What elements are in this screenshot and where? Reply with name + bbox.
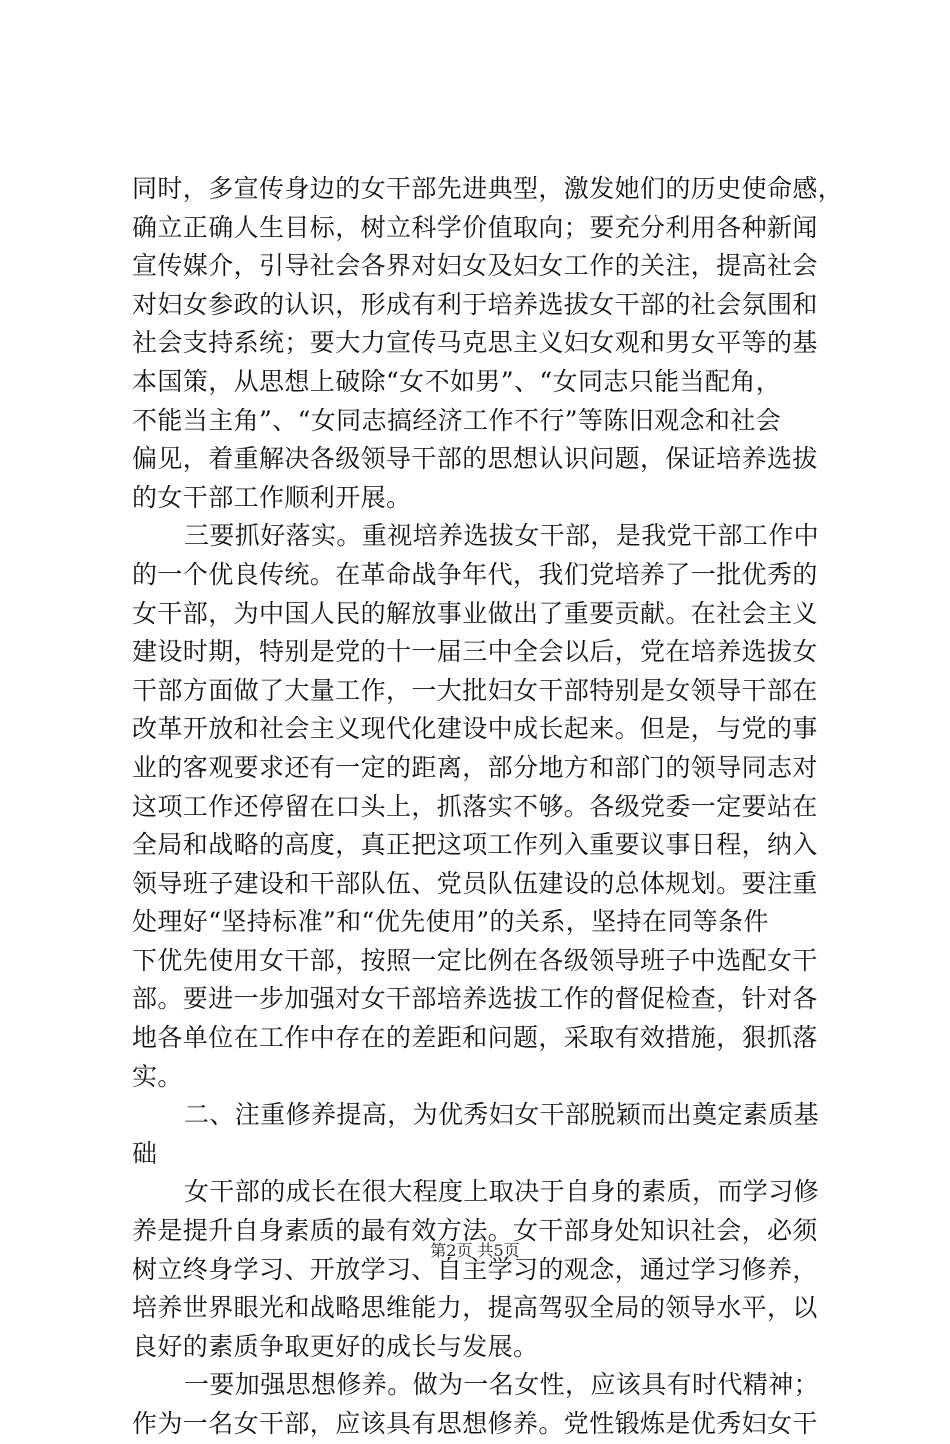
text-line: 社会支持系统；要大力宣传马克思主义妇女观和男女平等的基 bbox=[132, 328, 818, 358]
text-line: 部。要进一步加强对女干部培养选拔工作的督促检查，针对各 bbox=[132, 984, 818, 1014]
text-line: 对妇女参政的认识，形成有利于培养选拔女干部的社会氛围和 bbox=[132, 289, 818, 319]
text-line: 确立正确人生目标，树立科学价值取向；要充分利用各种新闻 bbox=[132, 212, 818, 242]
page-footer: 第2页 共5页 bbox=[430, 1241, 520, 1260]
text-line: 这项工作还停留在口头上，抓落实不够。各级党委一定要站在 bbox=[132, 791, 818, 821]
text-line: 全局和战略的高度，真正把这项工作列入重要议事日程，纳入 bbox=[132, 830, 818, 860]
text-line: 偏见，着重解决各级领导干部的思想认识问题，保证培养选拔 bbox=[132, 444, 818, 474]
text-line: 的一个优良传统。在革命战争年代，我们党培养了一批优秀的 bbox=[132, 559, 818, 589]
text-line: 女干部的成长在很大程度上取决于自身的素质，而学习修 bbox=[184, 1177, 820, 1207]
text-line: 处理好“坚持标准”和“优先使用”的关系，坚持在同等条件 bbox=[132, 907, 769, 937]
text-line: 地各单位在工作中存在的差距和问题，采取有效措施，狠抓落 bbox=[132, 1023, 818, 1053]
text-line: 同时，多宣传身边的女干部先进典型，激发她们的历史使命感， bbox=[132, 174, 844, 203]
text-line: 改革开放和社会主义现代化建设中成长起来。但是，与党的事 bbox=[132, 714, 818, 744]
text-line: 领导班子建设和干部队伍、党员队伍建设的总体规划。要注重 bbox=[132, 868, 818, 898]
text-line: 业的客观要求还有一定的距离，部分地方和部门的领导同志对 bbox=[132, 752, 818, 782]
text-line: 三要抓好落实。重视培养选拔女干部，是我党干部工作中 bbox=[184, 521, 820, 551]
text-line: 二、注重修养提高，为优秀妇女干部脱颖而出奠定素质基 bbox=[184, 1100, 820, 1130]
text-line: 养是提升自身素质的最有效方法。女干部身处知识社会，必须 bbox=[132, 1216, 818, 1246]
text-line: 宣传媒介，引导社会各界对妇女及妇女工作的关注，提高社会 bbox=[132, 251, 818, 281]
text-line: 本国策，从思想上破除“女不如男”、“女同志只能当配角， bbox=[132, 366, 782, 396]
text-line: 一要加强思想修养。做为一名女性，应该具有时代精神； bbox=[184, 1370, 820, 1400]
text-line: 建设时期，特别是党的十一届三中全会以后，党在培养选拔女 bbox=[132, 637, 818, 667]
text-line: 良好的素质争取更好的成长与发展。 bbox=[132, 1331, 539, 1361]
text-line: 础 bbox=[132, 1138, 158, 1168]
text-line: 作为一名女干部，应该具有思想修养。党性锻炼是优秀妇女干 bbox=[132, 1409, 818, 1438]
text-line: 女干部，为中国人民的解放事业做出了重要贡献。在社会主义 bbox=[132, 598, 818, 628]
text-line: 的女干部工作顺利开展。 bbox=[132, 482, 412, 512]
text-line: 不能当主角”、“女同志搞经济工作不行”等陈旧观念和社会 bbox=[132, 405, 782, 435]
text-line: 下优先使用女干部，按照一定比例在各级领导班子中选配女干 bbox=[132, 945, 818, 975]
text-line: 干部方面做了大量工作，一大批妇女干部特别是女领导干部在 bbox=[132, 675, 818, 705]
text-line: 实。 bbox=[132, 1061, 183, 1091]
text-line: 培养世界眼光和战略思维能力，提高驾驭全局的领导水平，以 bbox=[132, 1293, 818, 1323]
text-line: 树立终身学习、开放学习、自主学习的观念，通过学习修养， bbox=[132, 1254, 818, 1284]
